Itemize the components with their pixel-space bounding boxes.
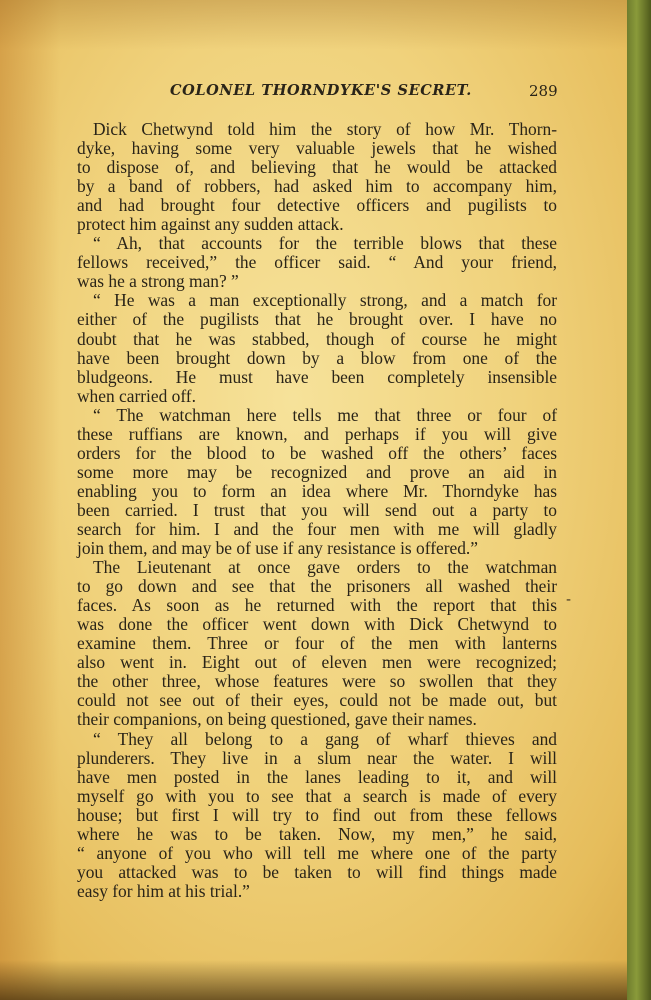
text-line: orders for the blood to be washed off the others’ faces <box>77 442 557 463</box>
text-line: to dispose of, and believing that he would be attacked <box>77 157 557 178</box>
text-line: where he was to be taken. Now, my men,” he said, <box>77 823 557 844</box>
page-shadow-left <box>0 0 60 1000</box>
text-line: doubt that he was stabbed, though of course he might <box>77 328 557 349</box>
text-line: faces. As soon as he returned with the report that this <box>77 595 557 616</box>
text-line: bludgeons. He must have been completely insensible <box>77 366 557 387</box>
text-line: either of the pugilists that he brought over. I have no <box>77 309 557 330</box>
running-title: COLONEL THORNDYKE'S SECRET. <box>170 82 472 99</box>
text-line: have men posted in the lanes leading to it, and will <box>77 766 557 787</box>
text-line: plunderers. They live in a slum near the water. I will <box>77 747 557 768</box>
text-line: search for him. I and the four men with me will gladly <box>77 518 557 539</box>
text-line: “ Ah, that accounts for the terrible blows that these <box>93 233 557 254</box>
text-line: also went in. Eight out of eleven men were recognized; <box>77 652 557 673</box>
text-line: their companions, on being questioned, gave their names. <box>77 709 477 730</box>
text-line: and had brought four detective officers and pugilists to <box>77 195 557 216</box>
text-line: join them, and may be of use if any resistance is offered.” <box>77 538 478 559</box>
text-line: some more may be recognized and prove an aid in <box>77 461 557 482</box>
text-line: protect him against any sudden attack. <box>77 214 344 235</box>
text-line: you attacked was to be taken to will find things made <box>77 861 557 882</box>
text-line: these ruffians are known, and perhaps if you will give <box>77 423 557 444</box>
text-line: “ They all belong to a gang of wharf thieves and <box>93 728 557 749</box>
text-line: was done the officer went down with Dick Chetwynd to <box>77 614 557 635</box>
text-line: easy for him at his trial.” <box>77 880 250 901</box>
text-line: by a band of robbers, had asked him to accompany him, <box>77 176 557 197</box>
text-line: could not see out of their eyes, could not be made out, but <box>77 690 557 711</box>
text-line: “ anyone of you who will tell me where one of the party <box>77 842 557 863</box>
text-line: when carried off. <box>77 385 196 406</box>
text-line: enabling you to form an idea where Mr. Thorndyke has <box>77 480 557 501</box>
text-line: been carried. I trust that you will send out a party to <box>77 499 557 520</box>
page-number: 289 <box>529 82 558 100</box>
page-shadow-bottom <box>0 960 651 1000</box>
text-line: The Lieutenant at once gave orders to the watchman <box>93 557 557 578</box>
margin-mark: - <box>566 592 572 608</box>
text-line: have been brought down by a blow from one of the <box>77 347 557 368</box>
page-shadow-top <box>0 0 651 50</box>
text-line: examine them. Three or four of the men with lanterns <box>77 633 557 654</box>
text-line: dyke, having some very valuable jewels that he wished <box>77 138 557 159</box>
book-cover-edge <box>627 0 651 1000</box>
text-line: the other three, whose features were so swollen that they <box>77 671 557 692</box>
text-line: “ The watchman here tells me that three or four of <box>93 404 557 425</box>
text-line: “ He was a man exceptionally strong, and a match for <box>93 290 557 311</box>
text-line: to go down and see that the prisoners all washed their <box>77 576 557 597</box>
text-line: Dick Chetwynd told him the story of how Mr. Thorn- <box>93 119 557 139</box>
text-line: myself go with you to see that a search is made of every <box>77 785 557 806</box>
text-line: fellows received,” the officer said. “ And your friend, <box>77 252 557 273</box>
text-line: house; but first I will try to find out from these fellows <box>77 804 557 825</box>
text-line: was he a strong man? ” <box>77 271 239 292</box>
body-text <box>77 120 557 901</box>
